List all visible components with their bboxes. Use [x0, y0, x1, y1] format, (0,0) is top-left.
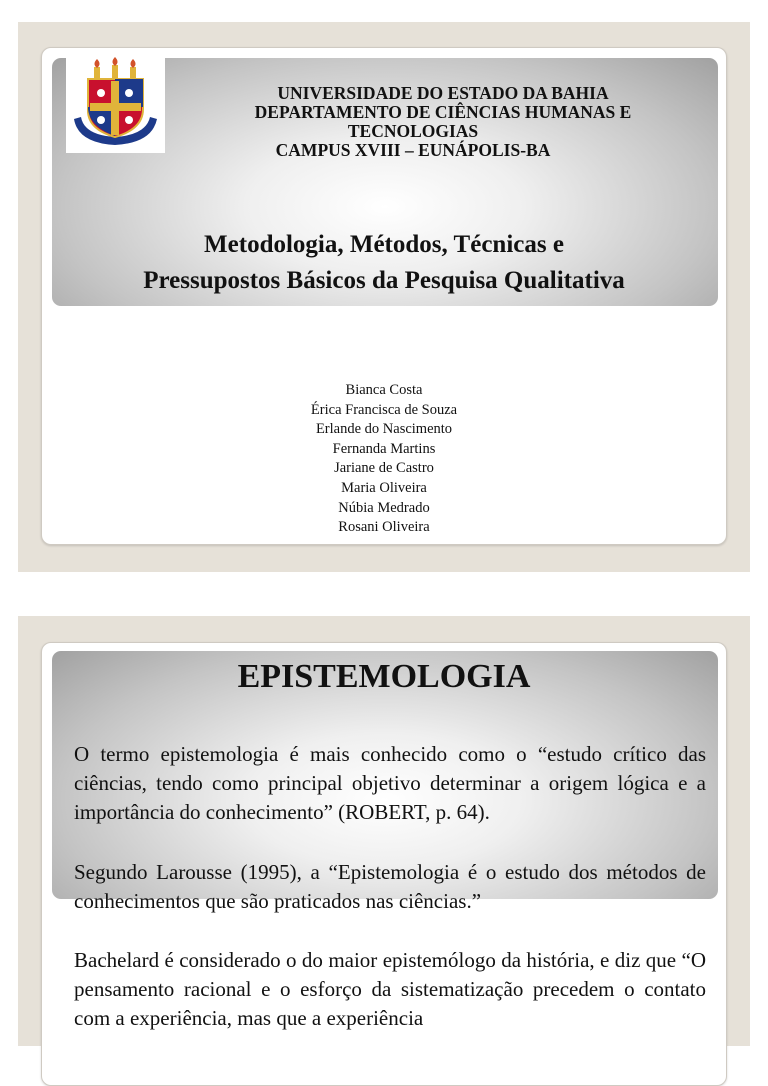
- paragraph: O termo epistemologia é mais conhecido como o “estudo crítico das ciências, tendo como principal objetivo determinar a origem lógica e a importância do conhecimento” (ROBERT, p. 64).: [74, 742, 706, 824]
- institution-line: UNIVERSIDADE DO ESTADO DA BAHIA: [277, 83, 609, 103]
- author-list: [18, 381, 750, 538]
- title-line: Pressupostos Básicos da Pesquisa Qualitativa: [143, 267, 625, 294]
- institution-line: DEPARTAMENTO DE CIÊNCIAS HUMANAS E: [254, 102, 632, 122]
- author-name: Érica Francisca de Souza: [310, 401, 458, 418]
- author-name: Núbia Medrado: [338, 499, 430, 516]
- presentation-title: [52, 227, 716, 299]
- author-name: Rosani Oliveira: [338, 519, 430, 536]
- slide-heading: EPISTEMOLOGIA: [237, 658, 531, 695]
- author-name: Maria Oliveira: [341, 479, 427, 496]
- slide-1: [18, 22, 750, 572]
- author-name: Erlande do Nascimento: [315, 421, 453, 438]
- title-line: Metodologia, Métodos, Técnicas e: [204, 231, 564, 258]
- author-name: Fernanda Martins: [332, 440, 436, 457]
- institution-line: TECNOLOGIAS: [347, 121, 479, 141]
- institution-header: [208, 84, 678, 160]
- slide-2: [18, 616, 750, 1046]
- institution-line: CAMPUS XVIII – EUNÁPOLIS-BA: [275, 140, 551, 160]
- author-name: Bianca Costa: [345, 382, 423, 398]
- paragraph: Bachelard é considerado o do maior epistemólogo da história, e diz que “O pensamento racional e o esforço da sistematização precedem o contato com a experiência, mas que a experiência: [74, 948, 706, 1030]
- author-name: Jariane de Castro: [334, 460, 434, 477]
- paragraph: Segundo Larousse (1995), a “Epistemologia é o estudo dos métodos de conhecimentos que são praticados nas ciências.”: [74, 860, 706, 913]
